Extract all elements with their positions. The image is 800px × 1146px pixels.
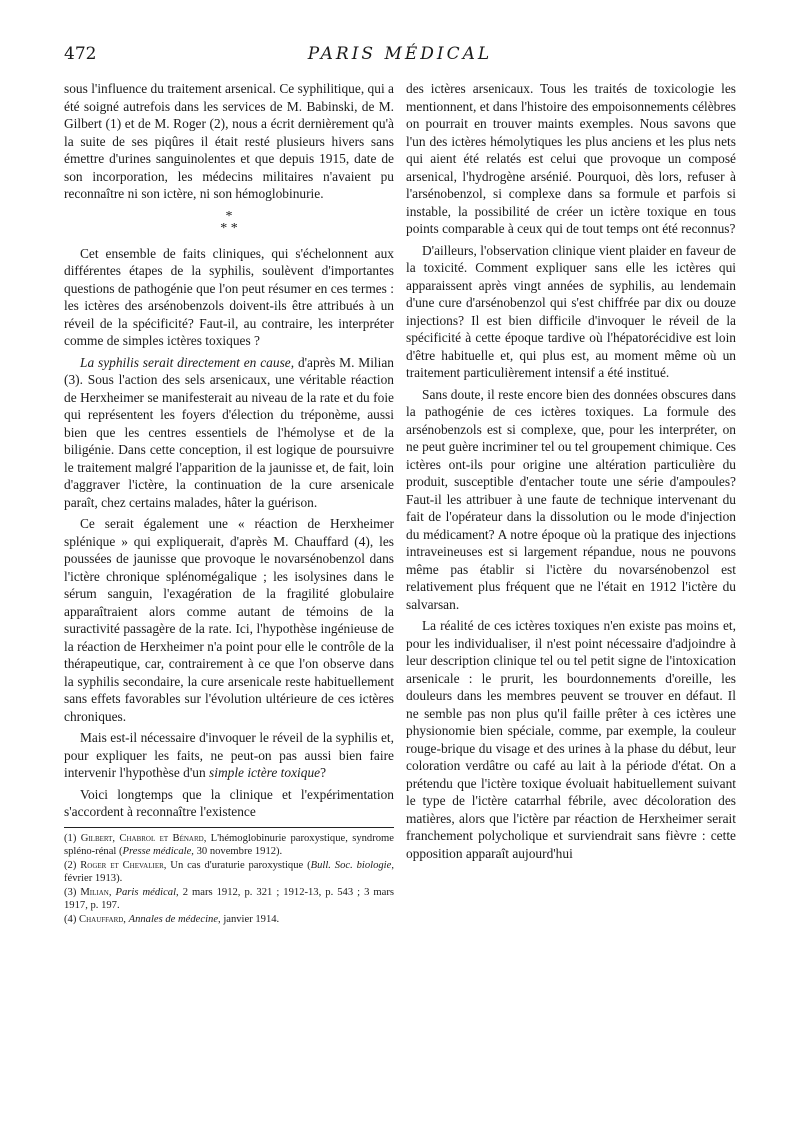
paragraph: des ictères arsenicaux. Tous les traités de toxicologie les mentionnent, et dans l'histoire des empoisonnements célèbres on pourrait en trouver maints exemples. Nous savons que l'un des ictères hémolytiques les plus anciens et les plus nets qui aient été relatés est celui que provoque un composé arsenical, l'hydrogène arsénié. Pourquoi, dès lors, refuser à l'arsénobenzol, si complexe dans sa formule et parfois si instable, la possibilité de créer un ictère toxique en tous points comparable à ceux qui de tout temps ont été reconnus?: [406, 81, 736, 236]
footnote-authors: Roger et Chevalier: [80, 859, 164, 871]
footnote-journal: Annales de médecine: [128, 913, 219, 925]
footnote-text: , 2 mars 1912, p. 321 ; 1912-13, p. 543 ; 3 mars 1917, p. 197.: [64, 886, 395, 911]
italic-phrase: simple ictère toxique: [209, 765, 321, 780]
footnote-2: [64, 859, 394, 885]
footnote-1: [64, 832, 394, 858]
footnote-text: ,: [108, 886, 116, 898]
paragraph: Sans doute, il reste encore bien des données obscures dans la pathogénie de ces ictères toxiques. La formule des arsénobenzols est si complexe, que, pour les interpréter, on ne peut guère incriminer tel ou tel groupement chimique. Ces ictères ont-ils pour origine une altération particulière du produit, susceptible d'entacher toute une série d'ampoules? Faut-il les attribuer à une faute de technique intervenant du fait de l'opérateur dans la dissolution ou le mode d'injection du médicament? A notre époque où la pratique des injections intraveineuses est si largement répandue, nous ne pouvons même pas établir si l'ictère du novarsénobenzol est relativement plus fréquent que ne l'était en 1912 l'ictère du salvarsan.: [406, 386, 736, 612]
asterism-top: *: [225, 208, 233, 224]
section-asterism: [64, 208, 394, 236]
paragraph: Voici longtemps que la clinique et l'expérimentation s'accordent à reconnaître l'existence: [64, 786, 394, 819]
footnote-text: , février 1913).: [64, 859, 394, 884]
paragraph: [64, 729, 394, 782]
footnote-text: , L'hémoglobinurie paroxystique, syndrome spléno-rénal (: [64, 832, 394, 857]
paragraph: Cet ensemble de faits cliniques, qui s'échelonnent aux différentes étapes de la syphilis, soulèvent d'importantes questions de pathogénie que l'on peut résumer en ces termes : les ictères des arsénobenzols doivent-ils être attribués à un réveil de la spécificité? Faut-il, au contraire, les interpréter comme de simples ictères toxiques ?: [64, 245, 394, 348]
footnote-4: [64, 913, 394, 926]
footnotes: [64, 827, 394, 926]
footnote-journal: Bull. Soc. biologie: [310, 859, 392, 871]
footnote-journal: Paris médical: [115, 886, 177, 898]
footnote-3: [64, 886, 394, 912]
footnote-authors: Chauffard: [79, 913, 124, 925]
footnote-number: (3): [64, 886, 81, 898]
paragraph-text: ?: [320, 765, 327, 780]
footnote-number: (2): [64, 859, 81, 871]
paragraph: La réalité de ces ictères toxiques n'en existe pas moins et, pour les individualiser, il n'est point nécessaire d'adjoindre à leur description clinique tel ou tel petit signe de l'intoxication arsenicale : le prurit, les bourdonnements d'oreille, les douleurs dans les membres peuvent se trouver en défaut. Il ne semble pas non plus qu'il faille prêter à ces ictères une physionomie bien spéciale, comme, par exemple, la couleur rouge-brique du visage et des urines à la phase du début, leur coloration verdâtre ou café au lait à la période d'état. On a prétendu que l'ictère toxique évoluait habituellement suivant le type de l'ictère catarrhal fébrile, avec décoloration des matières, alors que l'ictère par réaction de Herxheimer serait franchement polycholique et surviendrait sans fièvre : cette opposition apparaît aujourd'hui: [406, 618, 736, 861]
footnote-number: (4): [64, 913, 80, 925]
footnote-number: (1): [64, 832, 81, 844]
paragraph: sous l'influence du traitement arsenical. Ce syphilitique, qui a été soigné autrefois dans les services de M. Babinski, de M. Gilbert (1) et de M. Roger (2), nous a écrit dernièrement qu'à la suite de ses piqûres il était resté plusieurs hivers sans émettre d'urines sanguinolentes et que depuis 1915, date de son incorporation, les médecins militaires n'avaient pu reconnaître ni son ictère, ni son hémoglobinurie.: [64, 81, 394, 201]
paragraph-text: d'après M. Milian (3). Sous l'action des sels arsenicaux, une véritable réaction de Herxheimer se manifesterait au niveau de la rate et du foie qui représentent les foyers d'élection du tréponème, aussi bien que les centres essentiels de l'hémolyse et de la biligénie. Dans cette conception, il est logique de poursuivre le traitement malgré l'apparition de la jaunisse et, de fait, loin d'aggraver l'ictère, la continuation de la cure arsenicale paraît, chez certains malades, hâter la guérison.: [64, 354, 394, 510]
right-column: [406, 80, 736, 866]
footnote-text: , 30 novembre 1912).: [191, 845, 283, 857]
paragraph: [64, 354, 394, 512]
left-column: [64, 80, 394, 927]
paragraph-text: Mais est-il nécessaire d'invoquer le réveil de la syphilis et, pour expliquer les faits, ne peut-on pas aussi bien faire intervenir l'hypothèse d'un: [64, 730, 394, 780]
page-number: 472: [64, 44, 97, 64]
footnote-text: , Un cas d'uraturie paroxystique (: [163, 859, 311, 871]
paragraph: Ce serait également une « réaction de Herxheimer splénique » qui expliquerait, d'après M. Chauffard (4), les poussées de jaunisse que provoque le novarsénobenzol dans l'ictère chronique splénomégalique ; les isolysines dans le sérum sanguin, l'exagération de la fragilité globulaire apparaîtraient alors comme autant de témoins de la suractivité passagère de la rate. Ici, l'hypothèse ingénieuse de la réaction de Herxheimer n'a point pour elle le contrôle de la thérapeutique, car, contrairement à ce que l'on observe dans la syphilis secondaire, la cure arsenicale reste habituellement sans effets favorables sur l'évolution ultérieure de ces ictères chroniques.: [64, 516, 394, 724]
asterism-bottom: * *: [220, 220, 238, 236]
footnote-authors: Gilbert, Chabrol et Bénard: [80, 832, 204, 844]
page-header: [64, 44, 736, 70]
running-title: PARIS MÉDICAL: [307, 44, 493, 64]
paragraph: D'ailleurs, l'observation clinique vient plaider en faveur de la toxicité. Comment expliquer sans elle les ictères qui apparaissent après vingt années de syphilis, au lendemain d'une cure d'arsénobenzol qui s'est chiffrée par dix ou douze injections? Il est bien difficile d'invoquer le réveil de la spécificité à cette époque tardive où l'hépatorécidive est loin d'être habituelle et, qui plus est, au moment même où un traitement particulièrement intensif a été institué.: [406, 242, 736, 380]
footnote-text: , janvier 1914.: [218, 913, 280, 925]
footnote-authors: Milian: [80, 886, 109, 898]
italic-lead: La syphilis serait directement en cause,: [80, 354, 295, 370]
footnote-text: ,: [123, 913, 129, 925]
footnote-journal: Presse médicale: [122, 845, 192, 857]
